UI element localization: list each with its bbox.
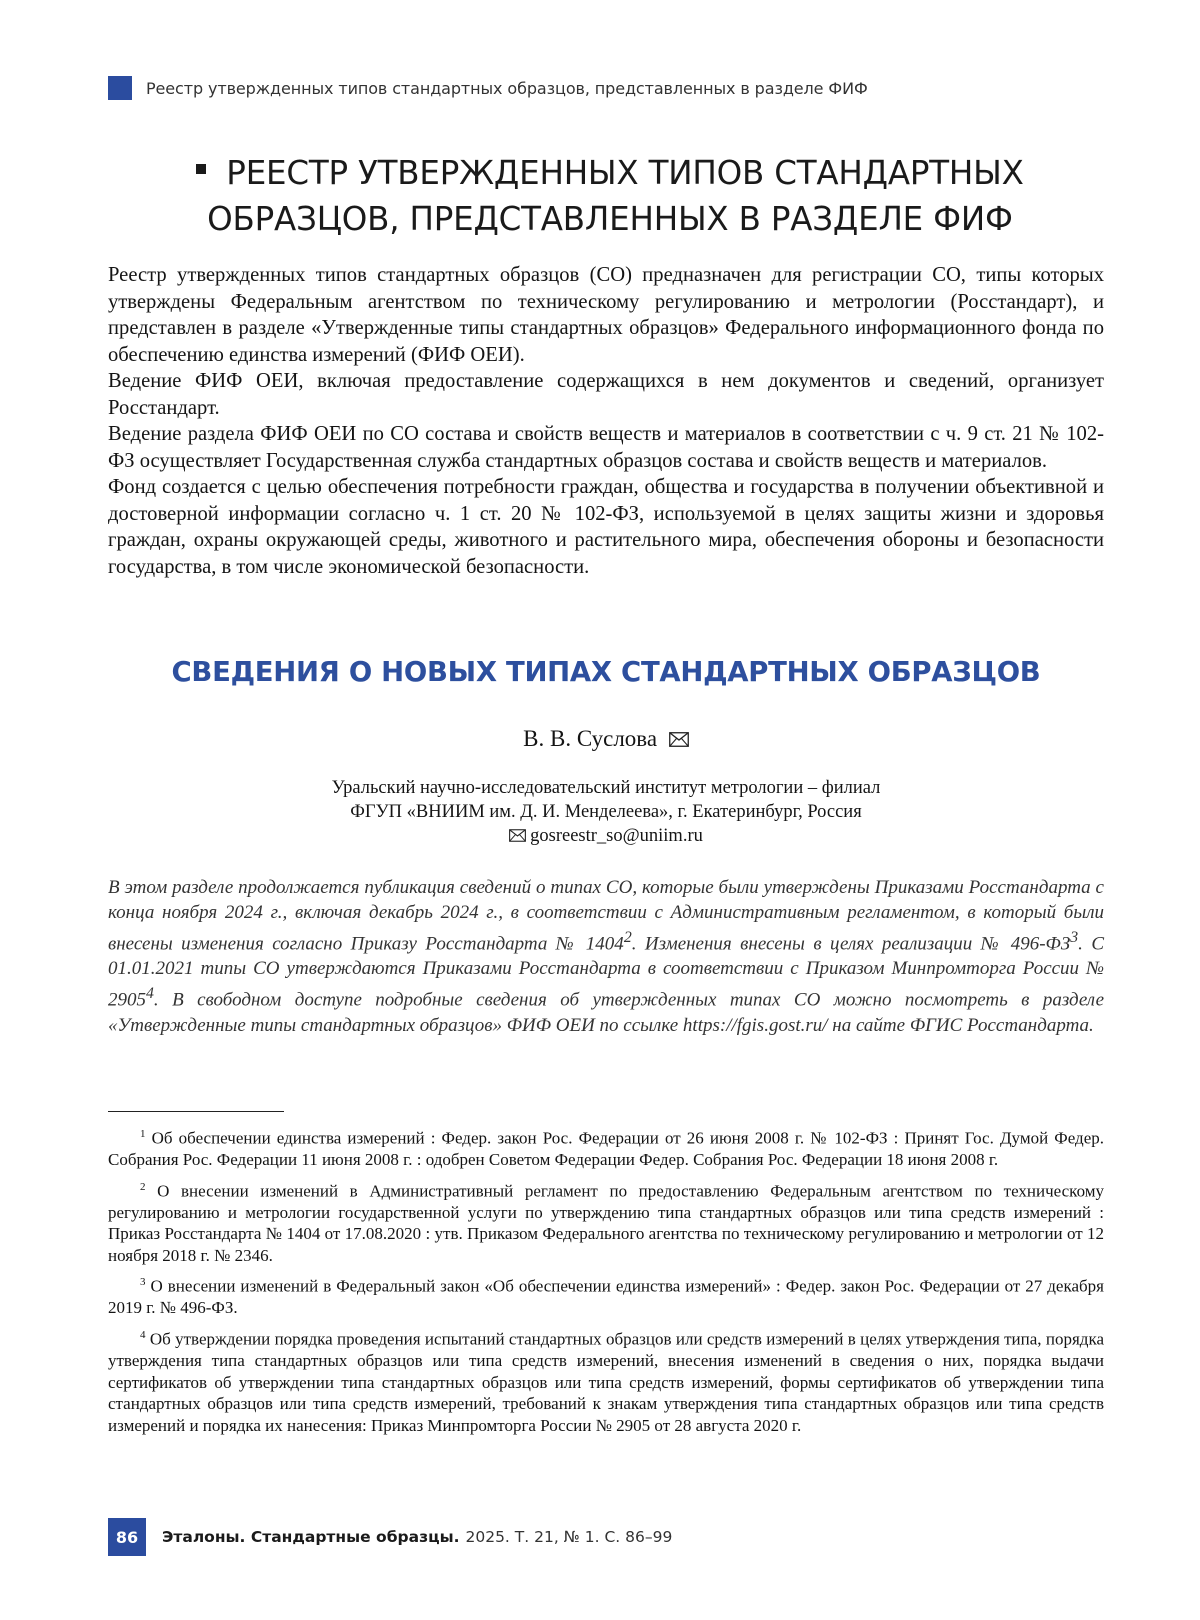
abstract-text: . С 01.01.2021 типы СО утверждаются Приказами Росстандарта в соответствии с Приказом Минпромторга России № 2905 <box>108 933 1104 1011</box>
footnote-text: О внесении изменений в Федеральный закон «Об обеспечении единства измерений» : Федер. закон Рос. Федерации от 27 декабря 2019 г. № 496-ФЗ. <box>108 1276 1104 1318</box>
page-title-line-1-text: РЕЕСТР УТВЕРЖДЕННЫХ ТИПОВ СТАНДАРТНЫХ <box>226 154 1024 192</box>
footnote-ref[interactable]: 3 <box>1070 929 1079 946</box>
author <box>108 726 1104 752</box>
envelope-icon <box>669 732 689 747</box>
footnote-number: 3 <box>140 1276 146 1289</box>
affiliation-email-row <box>108 824 1104 848</box>
section-title: СВЕДЕНИЯ О НОВЫХ ТИПАХ СТАНДАРТНЫХ ОБРАЗЦОВ <box>171 656 1041 688</box>
email-link[interactable]: gosreestr_so@uniim.ru <box>530 826 703 846</box>
footnote <box>108 1325 1104 1436</box>
footnote-text: О внесении изменений в Административный регламент по предоставлению Федеральным агентством по техническому регулированию и метрологии государственной услуги по утверждению типа стандартных образцов или типа средств измерений : Приказ Росстандарта № 1404 от 17.08.2020 : утв. Приказом Федерального агентства по техническому регулированию и метрологии от 12 ноября 2018 г. № 2346. <box>108 1181 1105 1265</box>
page-title-line-1 <box>150 150 1070 196</box>
footnote-ref[interactable]: 2 <box>623 929 632 946</box>
affiliation-line: Уральский научно-исследовательский институт метрологии – филиал <box>331 778 881 798</box>
envelope-icon <box>509 829 526 842</box>
intro-text <box>108 262 1104 580</box>
footnote <box>108 1177 1104 1267</box>
abstract <box>108 875 1104 1038</box>
footnote-text: Об обеспечении единства измерений : Федер. закон Рос. Федерации от 26 июня 2008 г. № 102-ФЗ : Принят Гос. Думой Федер. Собрания Рос. Федерации 11 июня 2008 г. : одобрен Советом Федерации Федер. Собрания Рос. Федерации 18 июня 2008 г. <box>108 1128 1104 1170</box>
page-title-line-2: ОБРАЗЦОВ, ПРЕДСТАВЛЕННЫХ В РАЗДЕЛЕ ФИФ <box>207 200 1013 238</box>
abstract-text: . Изменения внесены в целях реализации № 496-ФЗ <box>631 933 1071 955</box>
footnote-number: 4 <box>140 1328 146 1341</box>
footnote <box>108 1272 1104 1319</box>
footnote-ref[interactable]: 4 <box>146 985 154 1003</box>
intro-paragraph: Фонд создается с целью обеспечения потребности граждан, общества и государства в получении объективной и достоверной информации согласно ч. 1 ст. 20 № 102-ФЗ, используемой в целях защиты жизни и здоровья граждан, охраны окружающей среды, животного и растительного мира, обеспечения обороны и безопасности государства, в том числе экономической безопасности. <box>108 476 1104 578</box>
square-bullet-icon <box>196 164 206 174</box>
intro-paragraph: Ведение ФИФ ОЕИ, включая предоставление содержащихся в нем документов и сведений, организует Росстандарт. <box>108 370 1104 419</box>
page-footer <box>108 1518 672 1556</box>
intro-paragraph: Реестр утвержденных типов стандартных образцов (СО) предназначен для регистрации СО, типы которых утверждены Федеральным агентством по техническому регулированию и метрологии (Росстандарт), и представлен в разделе «Утвержденные типы стандартных образцов» Федерального информационного фонда по обеспечению единства измерений (ФИФ ОЕИ). <box>108 264 1104 366</box>
footnote-number: 1 <box>140 1128 146 1140</box>
footnote-divider <box>108 1111 284 1112</box>
running-head <box>108 76 868 100</box>
footnote-text: Об утверждении порядка проведения испытаний стандартных образцов или средств измерений в целях утверждения типа, порядка утверждения типа стандартных образцов или типа средств измерений, внесения изменений в сведения о них, порядка выдачи сертификатов об утверждении типа стандартных образцов или типа средств измерений, формы сертификатов об утверждении типа стандартных образцов или типа средств измерений, требований к знакам утверждения типа стандартных образцов или типа средств измерений и порядка их нанесения: Приказ Минпромторга России № 2905 от 28 августа 2020 г. <box>108 1329 1105 1435</box>
affiliation <box>108 776 1104 848</box>
intro-paragraph: Ведение раздела ФИФ ОЕИ по СО состава и свойств веществ и материалов в соответствии с ч. 9 ст. 21 № 102-ФЗ осуществляет Государственная служба стандартных образцов состава и свойств веществ и материалов. <box>108 423 1104 472</box>
footnote-number: 2 <box>140 1180 146 1193</box>
section-marker <box>108 76 132 100</box>
abstract-text: В этом разделе продолжается публикация сведений о типах СО, которые были утверждены Приказами Росстандарта с конца ноября 2024 г., включая декабрь 2024 г., в соответствии с Административным регламентом, в который были внесены изменения согласно Приказу Росстандарта № 1404 <box>108 877 1104 955</box>
footnotes <box>108 1124 1104 1442</box>
affiliation-line: ФГУП «ВНИИМ им. Д. И. Менделеева», г. Екатеринбург, Россия <box>350 802 862 822</box>
author-name: В. В. Суслова <box>523 726 658 751</box>
page-title <box>150 150 1070 242</box>
journal-name: Эталоны. Стандартные образцы. <box>162 1528 460 1546</box>
page-number: 86 <box>108 1518 146 1556</box>
running-head-text: Реестр утвержденных типов стандартных образцов, представленных в разделе ФИФ <box>146 78 868 98</box>
abstract-text: . В свободном доступе подробные сведения об утвержденных типах СО можно посмотреть в разделе «Утвержденные типы стандартных образцов» ФИФ ОЕИ по ссылке https://fgis.gost.ru/ на сайте ФГИС Росстандарта. <box>108 989 1104 1036</box>
journal-citation: 2025. Т. 21, № 1. С. 86–99 <box>465 1528 673 1546</box>
footnote <box>108 1124 1104 1171</box>
